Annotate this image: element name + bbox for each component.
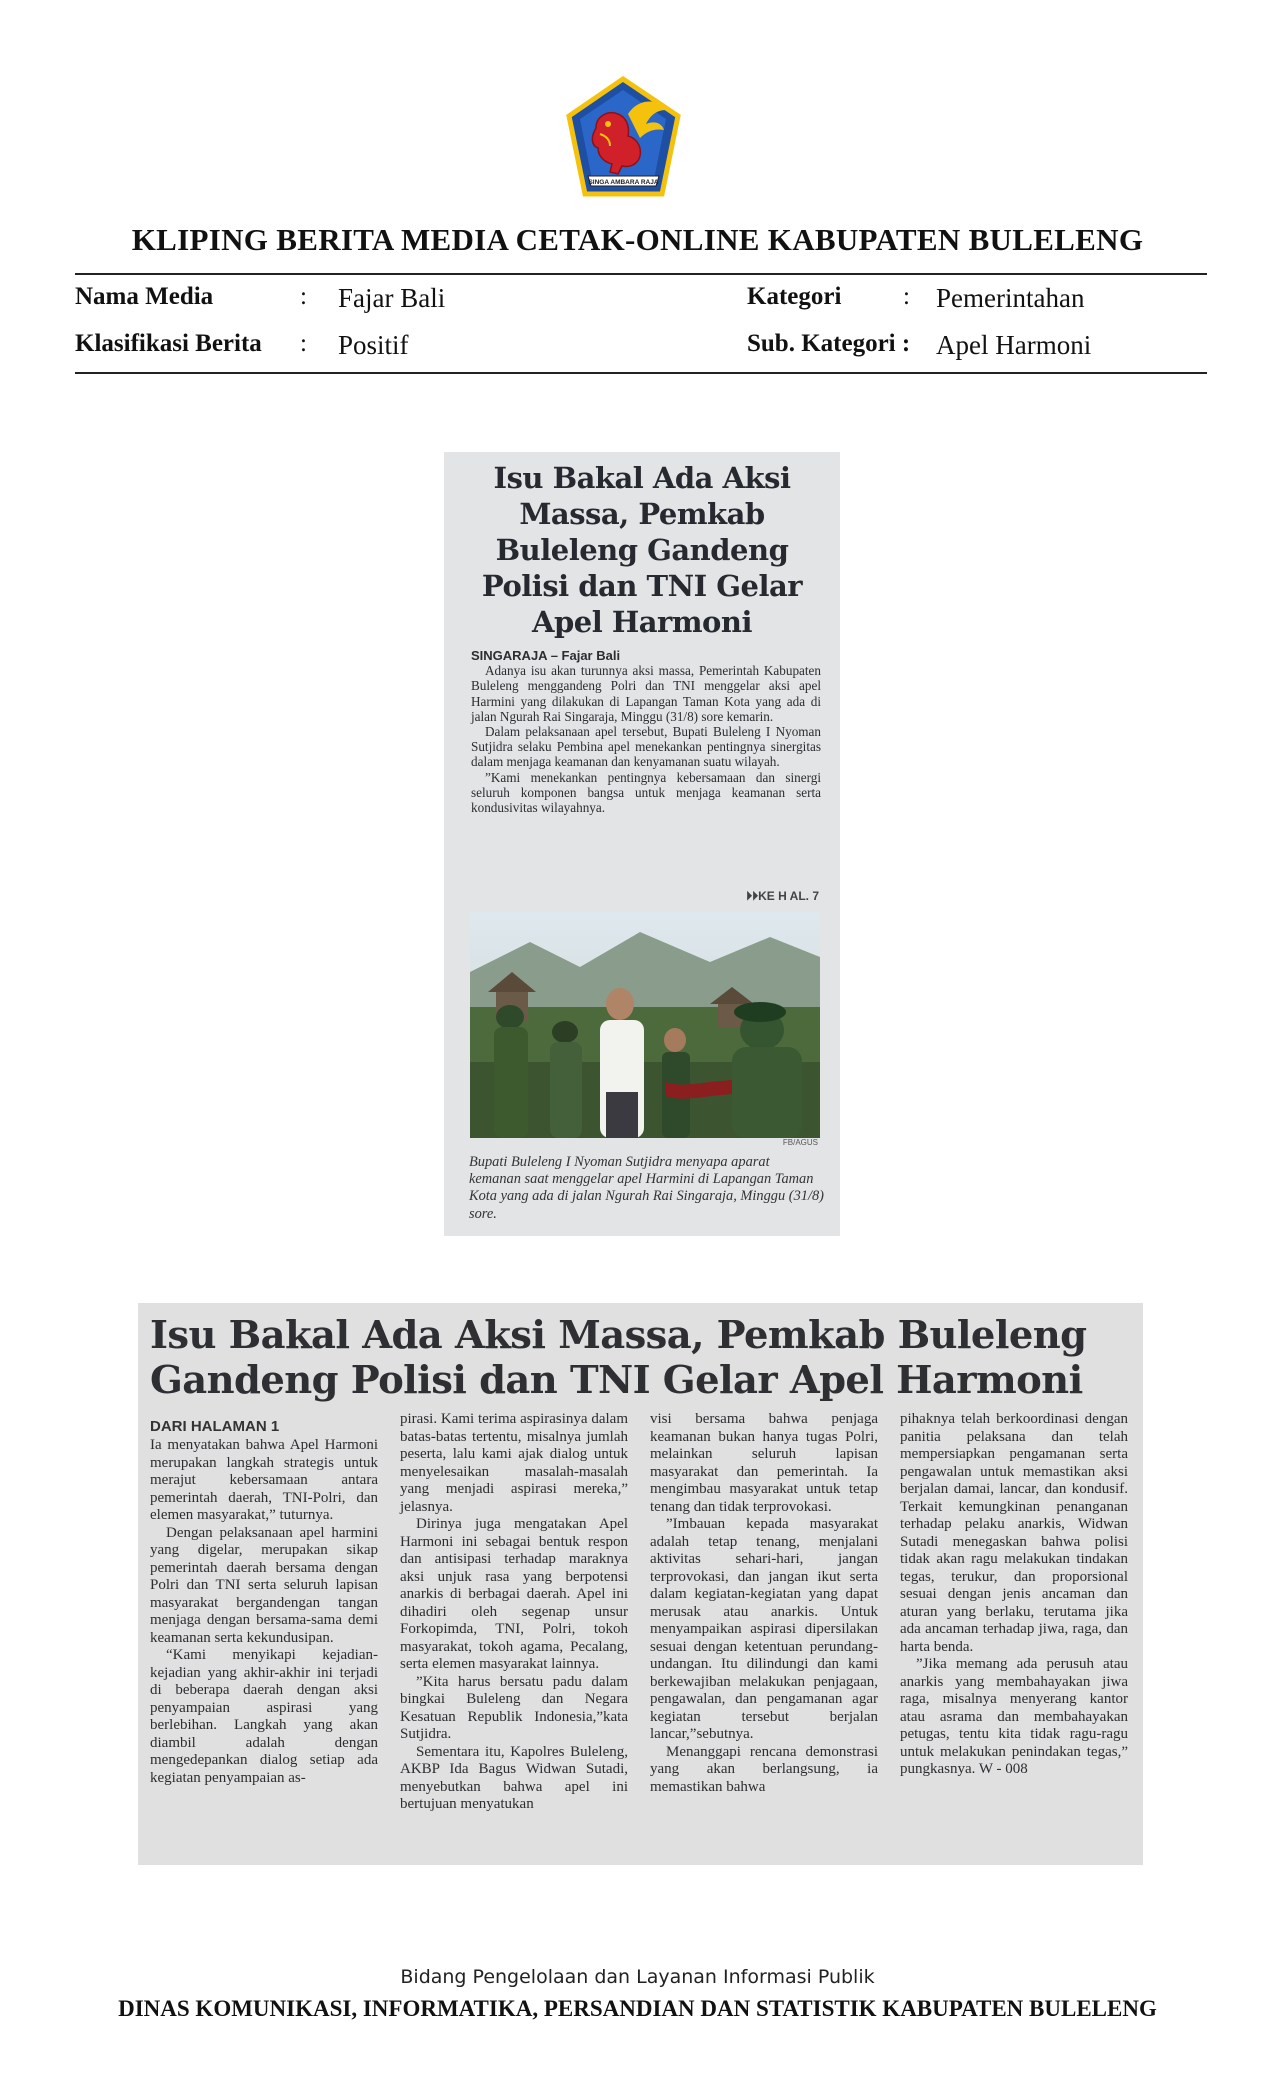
- buleleng-emblem-logo: [566, 76, 681, 198]
- clip2-paragraph: Sementara itu, Kapolres Buleleng, AKBP Ida Bagus Widwan Sutadi, menyebutkan bahwa apel ini bertujuan menyatukan: [400, 1743, 628, 1812]
- clip2-paragraph: pirasi. Kami terima aspirasinya dalam batas-batas tertentu, misalnya jumlah peserta, lalu kami ajak dialog untuk menyelesaikan masalah-masalah yang menjadi aspirasi mereka,” jelasnya.: [400, 1411, 628, 1515]
- clip2-paragraph: pihaknya telah berkoordinasi dengan panitia pelaksana dan telah mempersiapkan pengamanan serta pengawalan untuk memastikan aksi berjalan damai, lancar, dan kondusif. Terkait kemungkinan penanganan terhadap pelaku anarkis, Widwan Sutadi menegaskan bahwa polisi tidak akan ragu melakukan tindakan tegas, terukur, dan proporsional sesuai dengan jenis ancaman dan aturan yang berlaku, terutama jika ada ancaman terhadap jiwa, raga, dan harta benda.: [900, 1411, 1128, 1655]
- logo-motto: SINGA AMBARA RAJA: [588, 179, 659, 186]
- clip2-paragraph: Menanggapi rencana demonstrasi yang akan berlangsung, ia memastikan bahwa: [650, 1743, 878, 1795]
- newspaper-clipping-front-page: [444, 452, 840, 1236]
- clip2-from-page-label: DARI HALAMAN 1: [150, 1418, 280, 1435]
- clip2-paragraph: ”Imbauan kepada masyarakat adalah tetap tenang, menjalani aktivitas sehari-hari, jangan terprovokasi, dan jangan ikut serta dalam kegiatan-kegiatan yang dapat merusak atau anarkis. Untuk menyampaikan aspirasi dipersilakan sesuai dengan ketentuan perundang-undangan. Itu dilindungi dan kami berkewajiban melakukan penjagaan, pengawalan, dan pengamanan agar kegiatan tersebut berjalan lancar,”sebutnya.: [650, 1516, 878, 1742]
- footer-division-name: Bidang Pengelolaan dan Layanan Informasi Publik: [400, 1966, 875, 1988]
- clip1-paragraph: Dalam pelaksanaan apel tersebut, Bupati Buleleng I Nyoman Sutjidra selaku Pembina apel menekankan pentingnya sinergitas dalam menjaga keamanan dan kenyamanan suatu wilayah.: [471, 724, 821, 770]
- media-label: Nama Media: [75, 283, 214, 310]
- clip1-news-photo: [470, 912, 820, 1138]
- clip2-column-3: [650, 1411, 878, 1796]
- clip1-paragraph: ”Kami menekankan pentingnya kebersamaan dan sinergi seluruh komponen bangsa untuk menjaga keamanan serta kondusivitas wilayahnya.: [471, 769, 821, 816]
- media-value: Fajar Bali: [338, 283, 446, 313]
- document-title: KLIPING BERITA MEDIA CETAK-ONLINE KABUPATEN BULELENG: [131, 222, 1144, 257]
- kategori-value: Pemerintahan: [936, 283, 1085, 313]
- clip2-column-2: [400, 1411, 628, 1814]
- clip2-paragraph: visi bersama bahwa penjaga keamanan bukan hanya tugas Polri, melainkan seluruh lapisan masyarakat dan pemerintah. Ia mengimbau masyarakat untuk tetap tenang dan tidak terprovokasi.: [650, 1411, 878, 1515]
- sub-kategori-value: Apel Harmoni: [936, 330, 1092, 360]
- klasifikasi-label: Klasifikasi Berita: [75, 330, 262, 357]
- footer-agency-name: DINAS KOMUNIKASI, INFORMATIKA, PERSANDIAN DAN STATISTIK KABUPATEN BULELENG: [118, 1996, 1157, 2021]
- clip1-continued-marker: ⏵⏵KE H AL. 7: [746, 889, 819, 903]
- clip1-dateline: SINGARAJA – Fajar Bali: [471, 648, 621, 663]
- clip2-headline: Isu Bakal Ada Aksi Massa, Pemkab Buleleng Gandeng Polisi dan TNI Gelar Apel Harmoni: [150, 1313, 1087, 1403]
- klasifikasi-colon: :: [300, 330, 307, 357]
- clip1-photo-caption: Bupati Buleleng I Nyoman Sutjidra menyapa aparat kemanan saat menggelar apel Harmini di Lapangan Taman Kota yang ada di jalan Ngurah Rai Singaraja, Minggu (31/8) sore.: [469, 1154, 824, 1222]
- clip2-paragraph: Dirinya juga mengatakan Apel Harmoni ini sebagai bentuk respon dan antisipasi terhadap maraknya aksi unjuk rasa yang berpotensi anarkis di berbagai daerah. Apel ini dihadiri oleh segenap unsur Forkopimda, TNI, Polri, tokoh masyarakat, tokoh agama, Pecalang, serta elemen masyarakat lainnya.: [400, 1516, 628, 1672]
- header-bottom-divider: [75, 372, 1207, 374]
- clip2-column-4: [900, 1411, 1128, 1779]
- clip2-column-1: [150, 1437, 378, 1787]
- clip2-paragraph: “Kami menyikapi kejadian-kejadian yang akhir-akhir ini terjadi di beberapa daerah dengan aksi penyampaian aspirasi yang berlebihan. Langkah yang akan diambil adalah dengan mengedepankan dialog setiap ada kegiatan penyampaian as-: [150, 1647, 378, 1786]
- sub-kategori-label: Sub. Kategori :: [747, 330, 911, 357]
- kategori-colon: :: [903, 283, 910, 310]
- clip2-paragraph: ”Jika memang ada perusuh atau anarkis yang membahayakan jiwa raga, misalnya menyerang kantor atau asrama dan membahayakan petugas, tentu kita tidak ragu-ragu untuk melakukan penindakan tegas,” pungkasnya. W - 008: [900, 1656, 1128, 1777]
- clip1-article-body: [471, 648, 821, 815]
- kategori-label: Kategori: [747, 283, 842, 310]
- clip2-paragraph: Ia menyatakan bahwa Apel Harmoni merupakan langkah strategis untuk merajut kebersamaan antara pemerintah daerah, TNI-Polri, dan elemen masyarakat,” tuturnya.: [150, 1437, 378, 1523]
- clip2-paragraph: Dengan pelaksanaan apel harmini yang digelar, merupakan sikap pemerintah daerah bersama dengan Polri dan TNI serta seluruh lapisan masyarakat bergandengan tangan menjaga dengan bersama-sama demi keamanan serta kekundusipan.: [150, 1524, 378, 1646]
- clip2-paragraph: ”Kita harus bersatu padu dalam bingkai Buleleng dan Negara Kesatuan Republik Indonesia,”kata Sutjidra.: [400, 1673, 628, 1742]
- newspaper-clipping-continuation: [138, 1303, 1143, 1865]
- media-colon: :: [300, 283, 307, 310]
- clip1-photo-credit: FB/AGUS: [782, 1138, 818, 1147]
- clip1-headline: Isu Bakal Ada Aksi Massa, Pemkab Buleleng Gandeng Polisi dan TNI Gelar Apel Harmoni: [481, 461, 803, 639]
- clip1-paragraph: Adanya isu akan turunnya aksi massa, Pemerintah Kabupaten Buleleng menggandeng Polri dan TNI menggelar aksi apel Harmini yang dilakukan di Lapangan Taman Kota yang ada di jalan Ngurah Rai Singaraja, Minggu (31/8) sore kemarin.: [471, 663, 821, 724]
- header-top-divider: [75, 273, 1207, 275]
- klasifikasi-value: Positif: [338, 330, 409, 360]
